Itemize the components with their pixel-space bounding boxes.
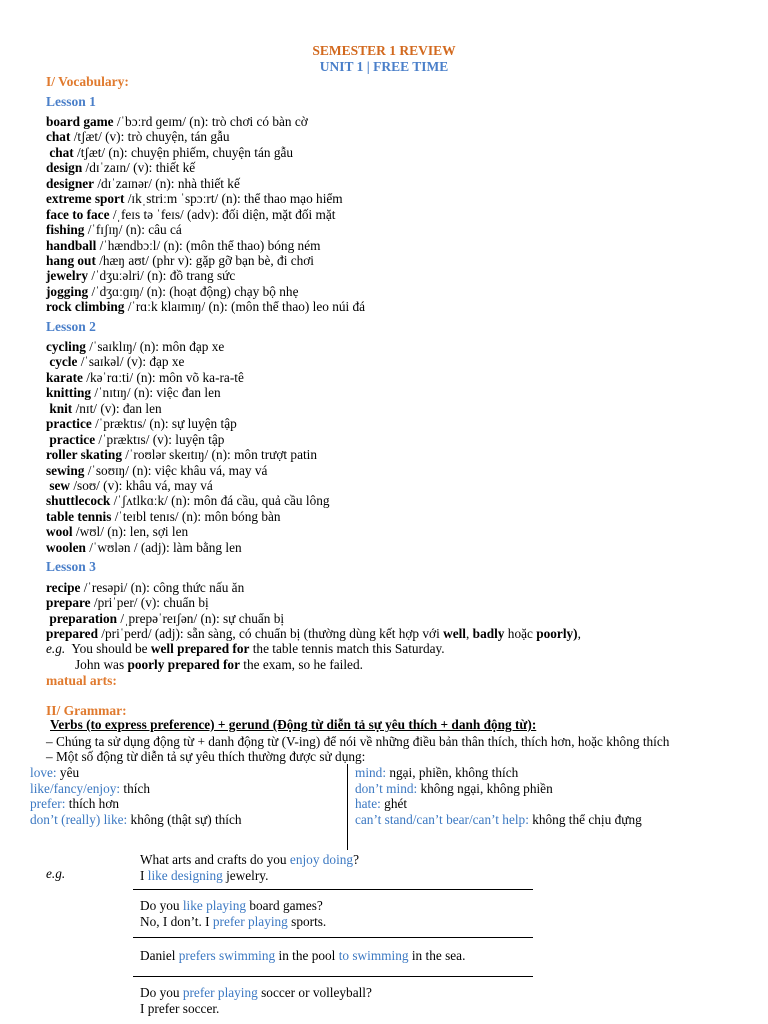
vocab-word: jogging [46,283,89,299]
vocab-definition: /soʊ/ (v): khâu vá, may vá [70,477,213,493]
preference-verbs-right [355,765,642,827]
vocab-entry [46,580,746,595]
vocab-definition: /ˈsoʊɪŋ/ (n): việc khâu vá, may vá [84,462,268,478]
vocab-collocate: badly [472,626,505,641]
preference-meaning: không thể chịu đựng [528,811,642,827]
vocab-entry [46,114,746,129]
preference-meaning: yêu [56,765,80,780]
preference-verb: love: [30,765,57,780]
example-text: No, I don’t. I [140,913,213,929]
preference-meaning: ngại, phiền, không thích [386,765,519,780]
vocab-entry [46,176,746,191]
example-text: the table tennis match this Saturday. [249,641,445,656]
vocab-word: jewelry [46,268,89,284]
vocab-definition: /ˈdʒɑːɡɪŋ/ (n): (hoạt động) chạy bộ nhẹ [88,283,299,299]
preference-verb-row [30,781,242,797]
preference-verb: don’t (really) like: [30,811,128,827]
example-divider [133,976,533,977]
vocab-definition: /dɪˈzaɪnər/ (n): nhà thiết kế [94,175,240,191]
vocab-definition: /ˈteɪbl tenɪs/ (n): môn bóng bàn [111,508,281,524]
vocab-definition: /priˈper/ (v): chuẩn bị [90,595,209,611]
preference-meaning: không ngại, không phiền [417,780,553,796]
vocab-definition: /ˈwʊlən / (adj): làm bằng len [85,539,242,555]
vocab-word: extreme sport [46,191,125,207]
vocab-separator: , [577,626,581,641]
preference-verb-row [30,796,242,812]
vocab-entry [46,432,746,447]
preference-meaning: thích [120,780,151,796]
vocab-entry [46,145,746,160]
example-text: the exam, so he failed. [239,656,363,672]
example-text: Do you [140,898,183,913]
vocab-word: sew [46,477,71,493]
vocab-entry [46,401,746,416]
vocab-entry [46,339,746,354]
vocab-entry [46,416,746,431]
vocab-word: hang out [46,252,96,268]
vocab-entry [46,385,746,400]
vocab-collocate: well [443,626,467,641]
grammar-note: – Một số động từ diễn tả sự yêu thích thường được sử dụng: [46,749,366,764]
preference-verbs-left [30,765,242,827]
example-highlight: well prepared for [150,641,250,656]
vocab-word: handball [46,237,97,253]
example-verb: prefer playing [212,913,288,929]
vocab-definition: /ˈrɑːk klaɪmɪŋ/ (n): (môn thể thao) leo núi đá [124,299,366,315]
vocab-definition: /priˈperd/ (adj): sẵn sàng, có chuẩn bị (thường dùng kết hợp với [97,626,444,641]
preference-meaning: ghét [380,796,408,811]
vocab-word: board game [46,114,114,129]
vocab-entry [46,129,746,144]
vocab-definition: /ˈpræktɪs/ (v): luyện tập [95,431,225,447]
example-verb: enjoy doing [289,852,354,867]
example-text: jewelry. [222,867,269,883]
example-text: in the sea. [408,948,466,963]
preference-verb-row [355,796,642,812]
preference-verb: mind: [355,765,387,780]
preference-verb-row [355,781,642,797]
vocab-entry [46,253,746,268]
preference-verb: hate: [355,796,381,811]
vocab-entry [46,284,746,299]
vocab-definition: /ɪkˌstriːm ˈspɔːrt/ (n): thể thao mạo hiểm [124,191,343,207]
preference-verb: like/fancy/enjoy: [30,780,121,796]
vocab-word: design [46,160,83,176]
grammar-example-3 [140,948,465,964]
preference-verb: can’t stand/can’t bear/can’t help: [355,811,529,827]
vocab-separator: hoặc [504,626,537,641]
vocab-definition: /ˌfeɪs tə ˈfeɪs/ (adv): đối diện, mặt đối mặt [109,206,336,222]
example-divider [133,937,533,938]
grammar-example-1 [140,852,359,883]
example-label: e.g. [46,641,66,656]
vocab-word: knit [46,400,73,416]
lesson-3-list [46,580,746,626]
vocab-word: table tennis [46,508,112,524]
vocab-definition: /ˈpræktɪs/ (n): sự luyện tập [91,416,237,432]
martial-arts-heading: matual arts: [46,673,117,688]
vocab-entry [46,447,746,462]
example-text: in the pool [275,948,339,963]
example-text: board games? [246,898,323,913]
vocab-entry [46,524,746,539]
example-verb: like designing [147,867,223,883]
grammar-heading: II/ Grammar: [46,703,127,718]
vocab-entry [46,299,746,314]
vocab-collocate: poorly) [536,626,578,641]
vocab-word: karate [46,369,83,385]
vocab-entry [46,540,746,555]
example-verb: to swimming [338,948,409,963]
vocab-definition: /tʃæt/ (n): chuyện phiếm, chuyện tán gẫu [73,144,294,160]
vocab-definition: /ˈsaɪkəl/ (v): đạp xe [77,354,185,370]
example-verb: prefer playing [182,985,258,1000]
vocab-definition: /hæŋ aʊt/ (phr v): gặp gỡ bạn bè, đi chơi [95,252,315,268]
example-text: Daniel [140,948,179,963]
example-text: You should be [65,641,151,656]
lesson-2-list [46,339,746,555]
vocab-definition: /ˈdʒuːəlri/ (n): đồ trang sức [88,268,236,284]
vocab-definition: /ˈsaɪklɪŋ/ (n): môn đạp xe [85,339,225,354]
preference-verb-row [30,765,242,781]
example-text: I [140,867,148,883]
vocab-definition: /ˌprepəˈreɪʃən/ (n): sự chuẩn bị [117,610,285,626]
lesson-1-heading: Lesson 1 [46,94,96,109]
vocab-definition: /ˈnɪtɪŋ/ (n): việc đan len [91,385,221,401]
vocab-word: cycle [46,354,78,370]
lesson-3-heading: Lesson 3 [46,559,96,574]
vocab-definition: /nɪt/ (v): đan len [72,400,162,416]
vocab-definition: /wʊl/ (n): len, sợi len [72,524,189,540]
preference-verb-row [355,812,642,828]
vocab-definition: /kəˈrɑːti/ (n): môn võ ka-ra-tê [82,369,244,385]
prepared-example [46,641,445,672]
vocab-word: prepared [46,626,98,641]
vocab-word: wool [46,524,73,540]
lesson-2-heading: Lesson 2 [46,319,96,334]
vocab-entry [46,595,746,610]
vocab-word: cycling [46,339,86,354]
vocab-word: knitting [46,385,92,401]
vocab-word: chat [46,144,74,160]
vocab-definition: /ˈʃʌtlkɑːk/ (n): môn đá cầu, quả cầu lông [110,493,330,509]
vocab-word: woolen [46,539,86,555]
preference-meaning: thích hơn [65,796,120,811]
vocab-word: designer [46,175,95,191]
vocab-definition: /dɪˈzaɪn/ (v): thiết kế [82,160,196,176]
vocab-word: shuttlecock [46,493,111,509]
vocab-entry [46,354,746,369]
grammar-example-2 [140,898,326,929]
grammar-subheading: Verbs (to express preference) + gerund (Động từ diễn tả sự yêu thích + danh động từ): [50,717,537,732]
vocab-word: recipe [46,580,81,595]
vocabulary-heading: I/ Vocabulary: [46,74,129,89]
examples-label: e.g. [46,866,66,881]
vocab-entry [46,160,746,175]
example-text: sports. [287,913,327,929]
vocab-word: rock climbing [46,299,125,315]
example-text: John was [75,656,128,672]
vocab-definition: /ˈfɪʃɪŋ/ (n): câu cá [84,222,182,238]
preference-verb-row [30,812,242,828]
page-title: SEMESTER 1 REVIEW [312,43,456,58]
vocab-definition: /ˈresəpi/ (n): công thức nấu ăn [80,580,245,595]
vocab-definition: /ˈroʊlər skeɪtɪŋ/ (n): môn trượt patin [121,447,318,463]
example-verb: prefers swimming [178,948,276,963]
vocab-entry [46,509,746,524]
vocab-entry [46,370,746,385]
vocab-entry [46,207,746,222]
vocab-word: practice [46,416,92,432]
preference-meaning: không (thật sự) thích [127,811,242,827]
vocab-word: roller skating [46,447,122,463]
vocab-separator: , [466,626,473,641]
lesson-1-list [46,114,746,315]
vocab-entry [46,463,746,478]
vocab-entry [46,493,746,508]
vocab-entry [46,268,746,283]
grammar-example-4 [140,985,372,1016]
example-text: I prefer soccer. [140,1000,220,1016]
preference-verb: prefer: [30,796,66,811]
vocab-word: chat [46,129,71,145]
vocab-entry [46,478,746,493]
grammar-note: – Chúng ta sử dụng động từ + danh động từ (V-ing) để nói về những điều bản thân thích, thích hơn, hoặc không thích [46,734,670,749]
example-highlight: poorly prepared for [127,656,240,672]
vocab-definition: /ˈbɔːrd ɡeɪm/ (n): trò chơi có bàn cờ [113,114,308,129]
preference-verb: don’t mind: [355,780,418,796]
vocab-word: preparation [46,610,118,626]
vocab-word: face to face [46,206,110,222]
vocab-entry [46,191,746,206]
example-text: Do you [140,985,183,1000]
vocab-word: prepare [46,595,91,611]
vocab-entry [46,238,746,253]
vocab-entry [46,611,746,626]
example-text: soccer or volleyball? [257,985,372,1000]
example-text: What arts and crafts do you [140,852,290,867]
column-divider [347,764,348,850]
page-subtitle: UNIT 1 | FREE TIME [319,59,449,74]
prepared-entry [46,626,746,641]
vocab-definition: /ˈhændbɔːl/ (n): (môn thể thao) bóng ném [96,237,321,253]
vocab-word: practice [46,431,96,447]
example-verb: like playing [182,898,247,913]
preference-verb-row [355,765,642,781]
example-text: ? [353,852,359,867]
vocab-word: fishing [46,222,85,238]
vocab-entry [46,222,746,237]
vocab-definition: /tʃæt/ (v): trò chuyện, tán gẫu [70,129,230,145]
vocab-word: sewing [46,462,85,478]
example-divider [133,889,533,890]
